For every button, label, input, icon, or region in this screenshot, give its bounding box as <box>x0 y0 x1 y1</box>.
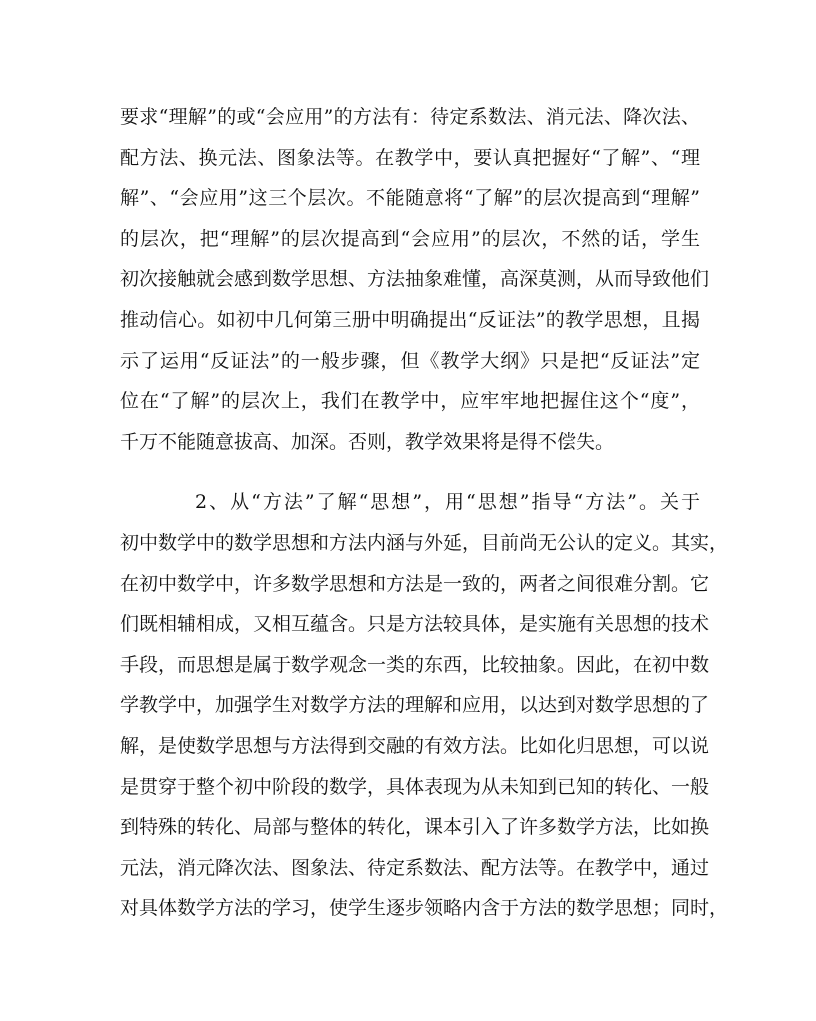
paragraph-2-line-8: 是贯穿于整个初中阶段的数学，具体表现为从未知到已知的转化、一般 <box>120 775 710 798</box>
paragraph-1-line-8: 位在“了解”的层次上，我们在教学中，应牢牢地把握住这个“度”， <box>120 390 700 413</box>
body-text <box>120 97 729 929</box>
paragraph-2-line-9: 到特殊的转化、局部与整体的转化，课本引入了许多数学方法，比如换 <box>120 816 710 839</box>
paragraph-2-line-7: 解，是使数学思想与方法得到交融的有效方法。比如化归思想，可以说 <box>120 734 710 757</box>
paragraph-1-line-9: 千万不能随意拔高、加深。否则，教学效果将是得不偿失。 <box>120 430 615 453</box>
paragraph-2-line-6: 学教学中，加强学生对数学方法的理解和应用，以达到对数学思想的了 <box>120 694 710 717</box>
paragraph-1-line-3: 解”、“会应用”这三个层次。不能随意将“了解”的层次提高到“理解” <box>120 187 700 210</box>
paragraph-2-line-11: 对具体数学方法的学习，使学生逐步领略内含于方法的数学思想；同时， <box>120 897 729 920</box>
paragraph-2-line-2: 初中数学中的数学思想和方法内涵与外延，目前尚无公认的定义。其实， <box>120 531 729 554</box>
paragraph-2-line-1: 2、从“方法”了解“思想”，用“思想”指导“方法”。关于 <box>195 491 700 514</box>
paragraph-1-line-4: 的层次，把“理解”的层次提高到“会应用”的层次，不然的话，学生 <box>120 227 700 250</box>
paragraph-1-line-6: 推动信心。如初中几何第三册中明确提出“反证法”的教学思想，且揭 <box>120 308 700 331</box>
paragraph-1-line-1: 要求“理解”的或“会应用”的方法有：待定系数法、消元法、降次法、 <box>120 106 700 128</box>
paragraph-2-line-5: 手段，而思想是属于数学观念一类的东西，比较抽象。因此，在初中数 <box>120 653 710 676</box>
paragraph-1-line-7: 示了运用“反证法”的一般步骤，但《教学大纲》只是把“反证法”定 <box>120 349 700 372</box>
paragraph-2-line-3: 在初中数学中，许多数学思想和方法是一致的，两者之间很难分割。它 <box>120 572 710 595</box>
paragraph-1-line-5: 初次接触就会感到数学思想、方法抽象难懂，高深莫测，从而导致他们 <box>120 268 710 291</box>
paragraph-2-line-4: 们既相辅相成，又相互蕴含。只是方法较具体，是实施有关思想的技术 <box>120 613 710 636</box>
paragraph-1-line-2: 配方法、换元法、图象法等。在教学中，要认真把握好“了解”、“理 <box>120 146 700 169</box>
paragraph-gap <box>120 462 700 482</box>
paragraph-2-line-10: 元法，消元降次法、图象法、待定系数法、配方法等。在教学中，通过 <box>120 856 710 879</box>
